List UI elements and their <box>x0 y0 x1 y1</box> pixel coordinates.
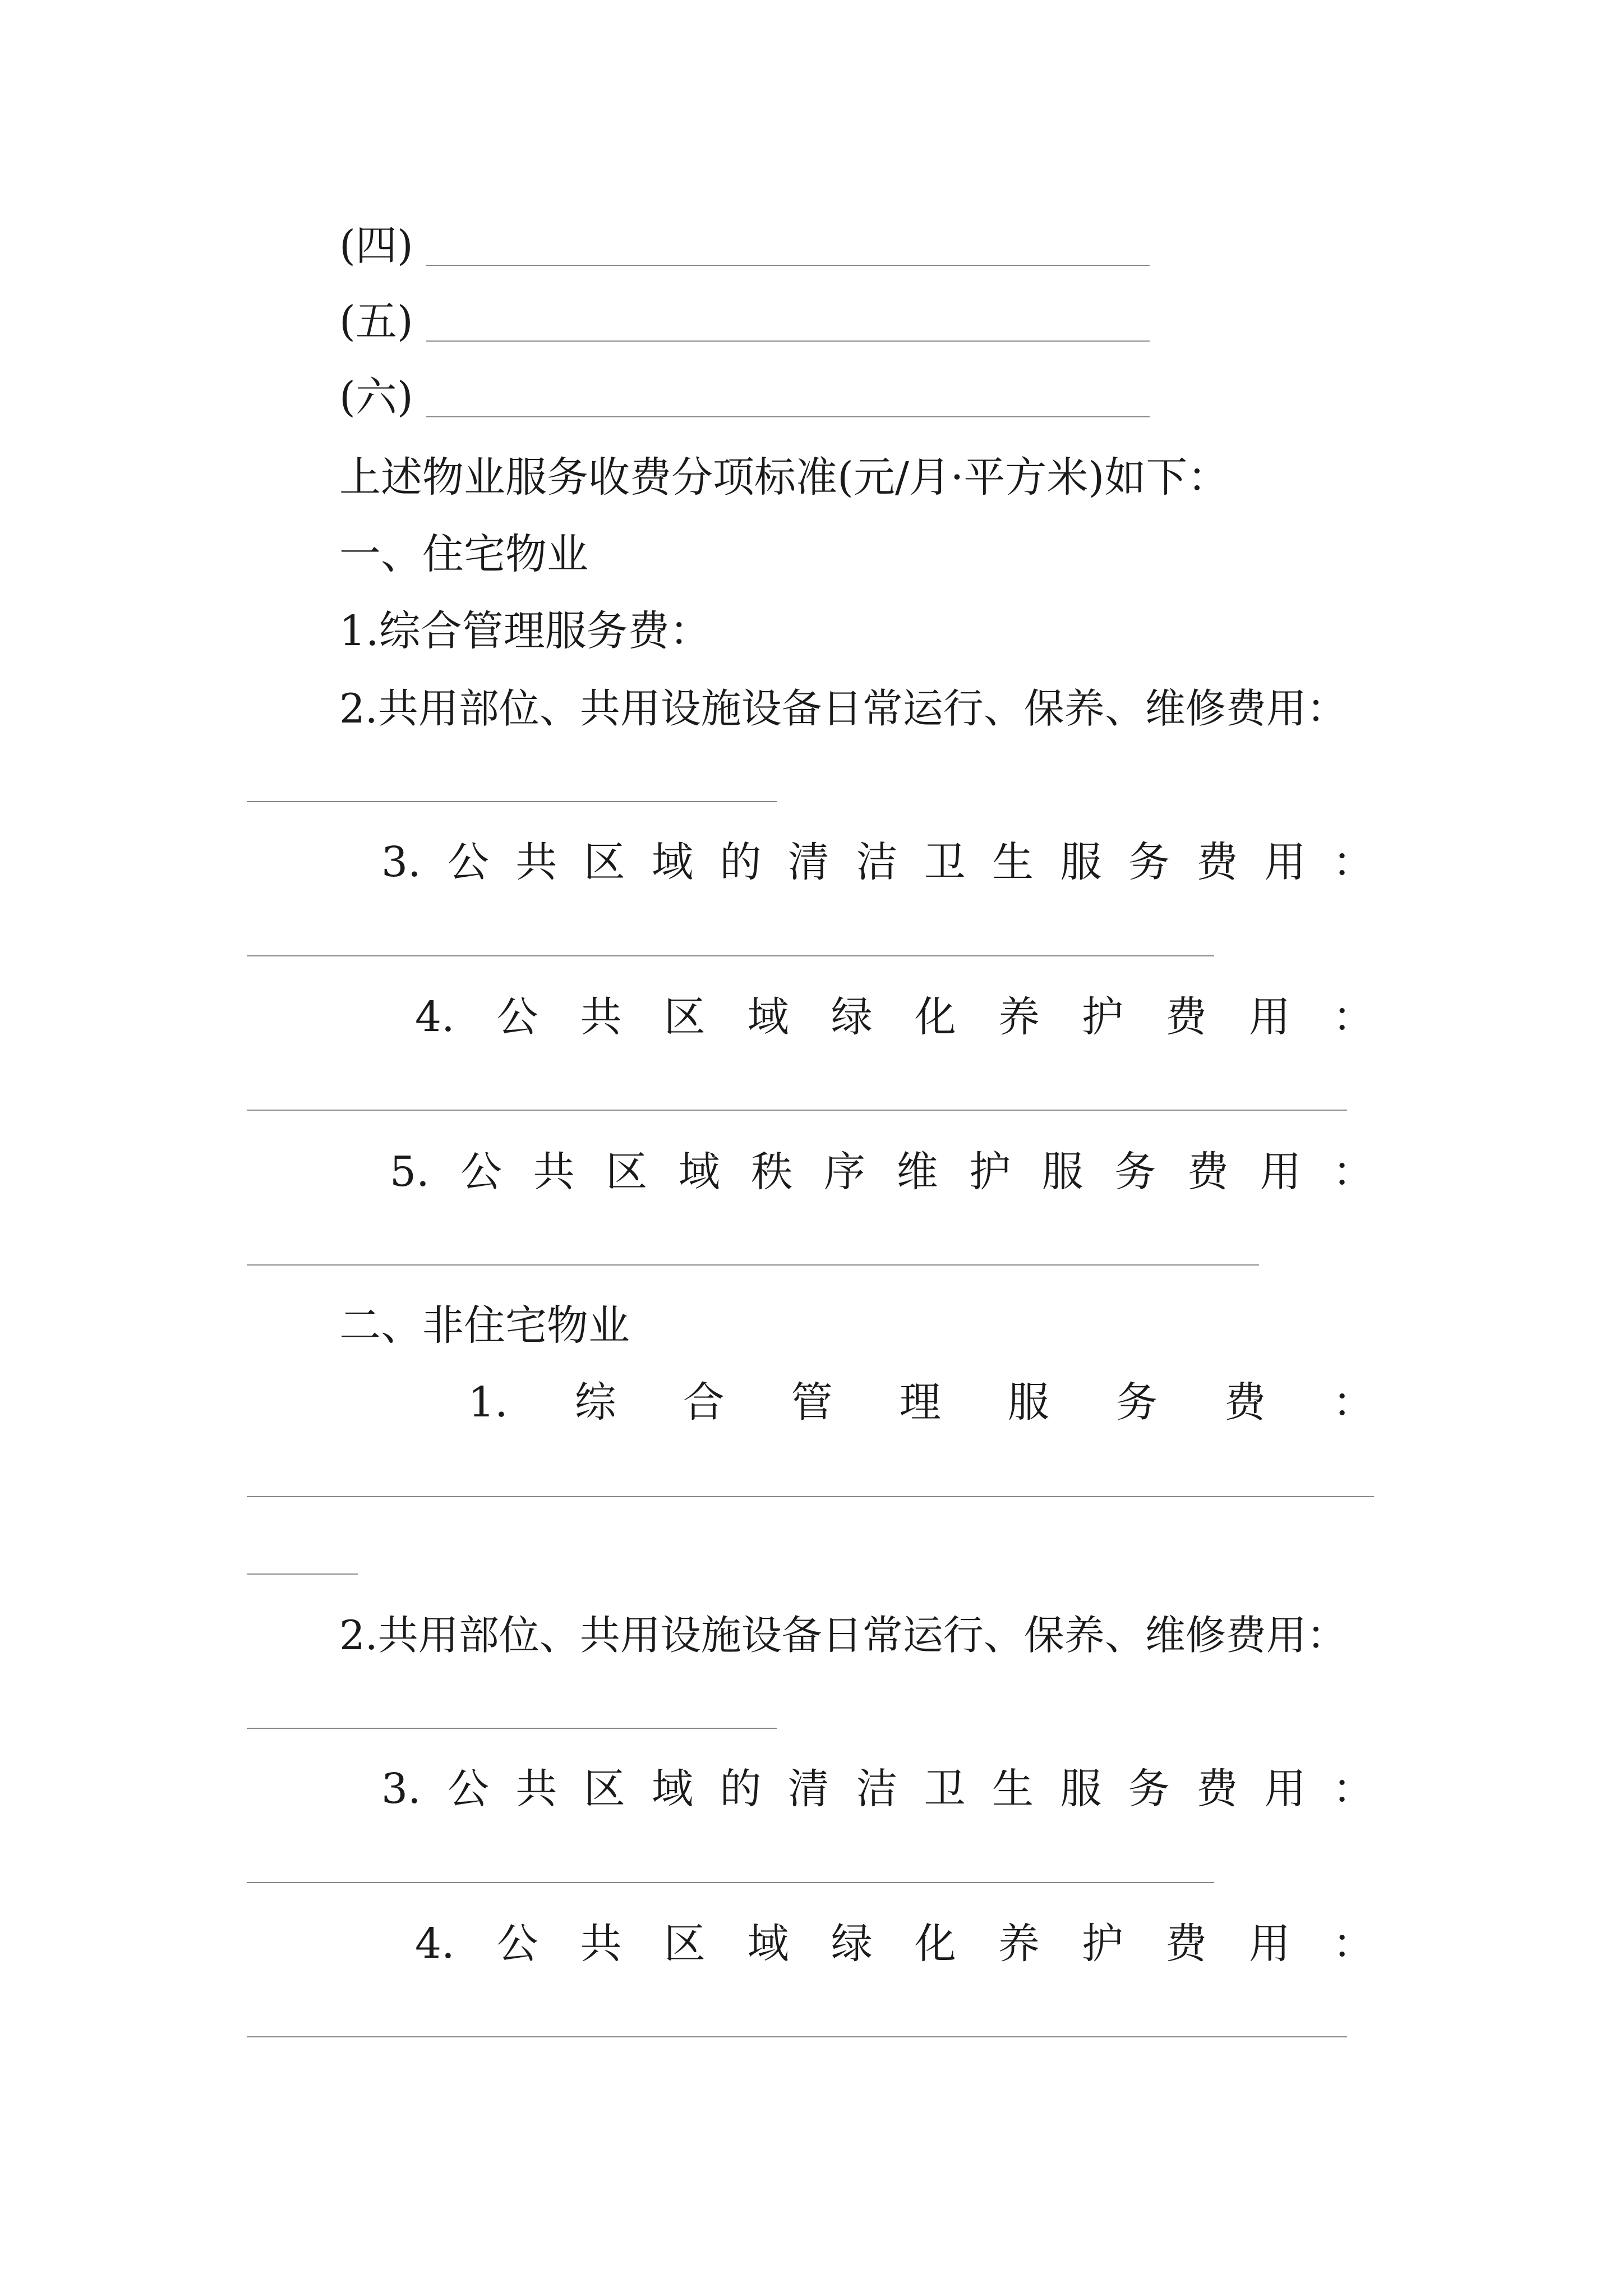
nonresidential-item-4-blank <box>247 2036 1347 2037</box>
nonresidential-item-1-char: 合 <box>683 1378 725 1427</box>
item-five-label: (五) <box>339 297 413 346</box>
residential-item-4 <box>415 992 1374 1042</box>
nonresidential-item-4 <box>415 1918 1374 1969</box>
residential-item-3-blank <box>247 955 1214 956</box>
residential-item-4-char: 护 <box>1081 993 1123 1041</box>
residential-item-5-char: 域 <box>678 1148 720 1196</box>
nonresidential-item-4-char: 公 <box>496 1920 538 1968</box>
residential-item-5-char: 护 <box>969 1148 1011 1196</box>
residential-item-5-char: 务 <box>1114 1148 1156 1196</box>
nonresidential-item-3-char: 生 <box>992 1765 1034 1813</box>
item-six-label: (六) <box>339 373 413 421</box>
residential-item-2: 2.共用部位、共用设施设备日常运行、保养、维修费用： <box>339 685 1347 732</box>
nonresidential-item-1-char: 费 <box>1224 1378 1266 1427</box>
nonresidential-item-3-char: 域 <box>652 1765 694 1813</box>
residential-item-4-char: 域 <box>747 993 789 1041</box>
residential-item-3-char: 卫 <box>924 838 966 886</box>
nonresidential-item-4-char: 绿 <box>831 1920 873 1968</box>
residential-item-4-char: 费 <box>1165 993 1207 1041</box>
nonresidential-item-3-char: 用 <box>1264 1765 1306 1813</box>
nonresidential-item-4-char: 费 <box>1165 1920 1207 1968</box>
residential-item-4-char: 区 <box>663 993 706 1041</box>
nonresidential-heading: 二、非住宅物业 <box>339 1301 630 1350</box>
nonresidential-item-3-char: 清 <box>787 1765 829 1813</box>
residential-item-4-char: 化 <box>914 993 956 1041</box>
nonresidential-item-1-blank-a <box>247 1496 1374 1497</box>
residential-item-2-blank <box>247 801 777 802</box>
residential-item-5-char: 费 <box>1187 1148 1229 1196</box>
residential-item-3-char: 的 <box>720 838 762 886</box>
nonresidential-item-4-char: 域 <box>747 1920 789 1968</box>
residential-item-4-char: 4. <box>415 993 455 1041</box>
nonresidential-item-3-char: 洁 <box>856 1765 898 1813</box>
residential-item-5-char: 公 <box>460 1148 502 1196</box>
residential-item-3 <box>381 837 1374 887</box>
residential-item-3-char: 用 <box>1264 838 1306 886</box>
nonresidential-item-3-char: 区 <box>583 1765 625 1813</box>
nonresidential-item-4-char: 4. <box>415 1920 455 1968</box>
residential-item-3-char: 生 <box>992 838 1034 886</box>
nonresidential-item-1-char: 务 <box>1115 1378 1158 1427</box>
residential-item-5-char: ： <box>1332 1148 1374 1196</box>
residential-item-3-char: 清 <box>787 838 829 886</box>
residential-item-3-char: 公 <box>447 838 489 886</box>
residential-item-5 <box>390 1147 1374 1197</box>
residential-item-3-char: 洁 <box>856 838 898 886</box>
residential-item-3-char: 3. <box>381 838 421 886</box>
residential-item-5-char: 5. <box>390 1148 430 1196</box>
nonresidential-item-3 <box>381 1764 1374 1814</box>
fee-intro: 上述物业服务收费分项标准(元/月·平方米)如下： <box>339 453 1229 501</box>
nonresidential-item-1-char: ： <box>1332 1378 1374 1427</box>
nonresidential-item-3-char: 共 <box>515 1765 557 1813</box>
residential-item-3-char: 服 <box>1060 838 1102 886</box>
residential-item-1: 1.综合管理服务费： <box>339 607 711 655</box>
nonresidential-item-1-char: 服 <box>1007 1378 1049 1427</box>
nonresidential-item-3-char: 费 <box>1196 1765 1238 1813</box>
nonresidential-item-1-char: 理 <box>899 1378 941 1427</box>
nonresidential-item-1 <box>468 1377 1374 1428</box>
nonresidential-item-4-char: 用 <box>1248 1920 1290 1968</box>
item-five-blank <box>426 341 1150 342</box>
nonresidential-item-4-char: 共 <box>580 1920 622 1968</box>
residential-item-4-char: 共 <box>580 993 622 1041</box>
item-six-blank <box>426 416 1150 417</box>
residential-item-4-char: 公 <box>496 993 538 1041</box>
residential-heading: 一、住宅物业 <box>339 530 588 578</box>
nonresidential-item-3-blank <box>247 1882 1214 1883</box>
nonresidential-item-3-char: 3. <box>381 1765 421 1813</box>
nonresidential-item-3-char: ： <box>1332 1765 1374 1813</box>
nonresidential-item-3-char: 的 <box>720 1765 762 1813</box>
residential-item-3-char: 域 <box>652 838 694 886</box>
nonresidential-item-1-char: 1. <box>468 1378 508 1427</box>
nonresidential-item-3-char: 服 <box>1060 1765 1102 1813</box>
residential-item-4-blank <box>247 1110 1347 1111</box>
nonresidential-item-3-char: 卫 <box>924 1765 966 1813</box>
item-four-label: (四) <box>339 222 413 270</box>
nonresidential-item-4-char: ： <box>1332 1920 1374 1968</box>
residential-item-3-char: 务 <box>1128 838 1170 886</box>
residential-item-5-char: 秩 <box>751 1148 793 1196</box>
residential-item-5-char: 序 <box>823 1148 865 1196</box>
nonresidential-item-1-blank-b <box>247 1573 358 1575</box>
residential-item-5-char: 区 <box>606 1148 648 1196</box>
residential-item-5-char: 用 <box>1260 1148 1302 1196</box>
residential-item-3-char: 费 <box>1196 838 1238 886</box>
nonresidential-item-2-blank <box>247 1728 777 1729</box>
nonresidential-item-2: 2.共用部位、共用设施设备日常运行、保养、维修费用： <box>339 1612 1347 1659</box>
nonresidential-item-3-char: 公 <box>447 1765 489 1813</box>
residential-item-3-char: ： <box>1332 838 1374 886</box>
nonresidential-item-1-char: 综 <box>574 1378 616 1427</box>
nonresidential-item-4-char: 区 <box>663 1920 706 1968</box>
residential-item-4-char: 用 <box>1248 993 1290 1041</box>
residential-item-5-char: 维 <box>896 1148 938 1196</box>
nonresidential-item-4-char: 化 <box>914 1920 956 1968</box>
item-four-blank <box>426 265 1150 266</box>
residential-item-5-blank <box>247 1264 1259 1266</box>
nonresidential-item-3-char: 务 <box>1128 1765 1170 1813</box>
residential-item-5-char: 共 <box>533 1148 575 1196</box>
residential-item-5-char: 服 <box>1041 1148 1083 1196</box>
nonresidential-item-4-char: 护 <box>1081 1920 1123 1968</box>
residential-item-4-char: 养 <box>998 993 1040 1041</box>
nonresidential-item-1-char: 管 <box>791 1378 833 1427</box>
residential-item-4-char: 绿 <box>831 993 873 1041</box>
nonresidential-item-4-char: 养 <box>998 1920 1040 1968</box>
residential-item-4-char: ： <box>1332 993 1374 1041</box>
residential-item-3-char: 区 <box>583 838 625 886</box>
residential-item-3-char: 共 <box>515 838 557 886</box>
